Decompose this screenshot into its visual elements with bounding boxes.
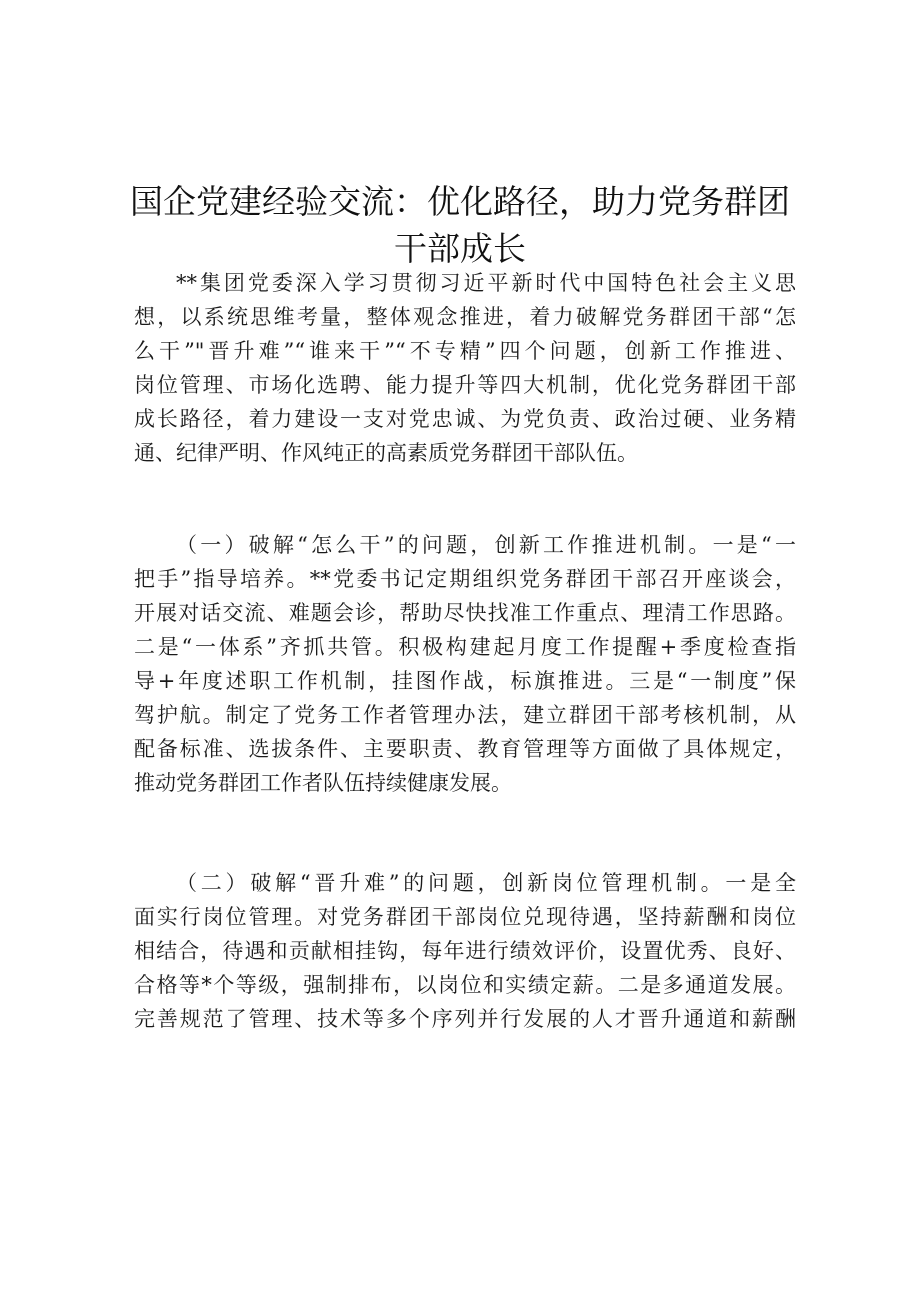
paragraph-line: 开展对话交流、难题会诊，帮助尽快找准工作重点、理清工作思路。 xyxy=(134,601,796,625)
paragraph-line: 成长路径，着力建设一支对党忠诚、为党负责、政治过硬、业务精 xyxy=(134,407,796,431)
paragraph-line: （二）破解“晋升难”的问题，创新岗位管理机制。一是全 xyxy=(176,871,796,895)
paragraph-line: 想，以系统思维考量，整体观念推进，着力破解党务群团干部“怎 xyxy=(134,305,796,329)
paragraph-line: 通、纪律严明、作风纯正的高素质党务群团干部队伍。 xyxy=(134,441,638,465)
title-line: 干部成长 xyxy=(394,229,526,268)
paragraph-line: （一）破解“怎么干”的问题，创新工作推进机制。一是“一 xyxy=(176,533,796,557)
document-title xyxy=(120,178,800,272)
paragraph-line: 驾护航。制定了党务工作者管理办法，建立群团干部考核机制，从 xyxy=(134,703,796,727)
paragraph-line: 配备标准、选拔条件、主要职责、教育管理等方面做了具体规定， xyxy=(134,737,796,761)
paragraph-line: 面实行岗位管理。对党务群团干部岗位兑现待遇，坚持薪酬和岗位 xyxy=(134,905,796,929)
paragraph-intro xyxy=(134,266,796,470)
paragraph-section-2 xyxy=(134,866,796,1036)
paragraph-section-1 xyxy=(134,528,796,800)
paragraph-line: 合格等*个等级，强制排布，以岗位和实绩定薪。二是多通道发展。 xyxy=(134,973,796,997)
paragraph-line: 么干”"晋升难”“谁来干”“不专精”四个问题，创新工作推进、 xyxy=(134,339,796,363)
paragraph-line: 把手”指导培养。**党委书记定期组织党务群团干部召开座谈会， xyxy=(134,567,796,591)
paragraph-line: 完善规范了管理、技术等多个序列并行发展的人才晋升通道和薪酬 xyxy=(134,1007,796,1031)
paragraph-line: 二是“一体系”齐抓共管。积极构建起月度工作提醒+季度检查指 xyxy=(134,635,796,659)
paragraph-line: **集团党委深入学习贯彻习近平新时代中国特色社会主义思 xyxy=(176,271,796,295)
paragraph-line: 推动党务群团工作者队伍持续健康发展。 xyxy=(134,771,512,795)
paragraph-line: 相结合，待遇和贡献相挂钩，每年进行绩效评价，设置优秀、良好、 xyxy=(134,939,796,963)
paragraph-line: 岗位管理、市场化选聘、能力提升等四大机制，优化党务群团干部 xyxy=(134,373,796,397)
paragraph-line: 导+年度述职工作机制，挂图作战，标旗推进。三是“一制度”保 xyxy=(134,669,796,693)
title-line: 国企党建经验交流：优化路径，助力党务群团 xyxy=(130,182,790,221)
